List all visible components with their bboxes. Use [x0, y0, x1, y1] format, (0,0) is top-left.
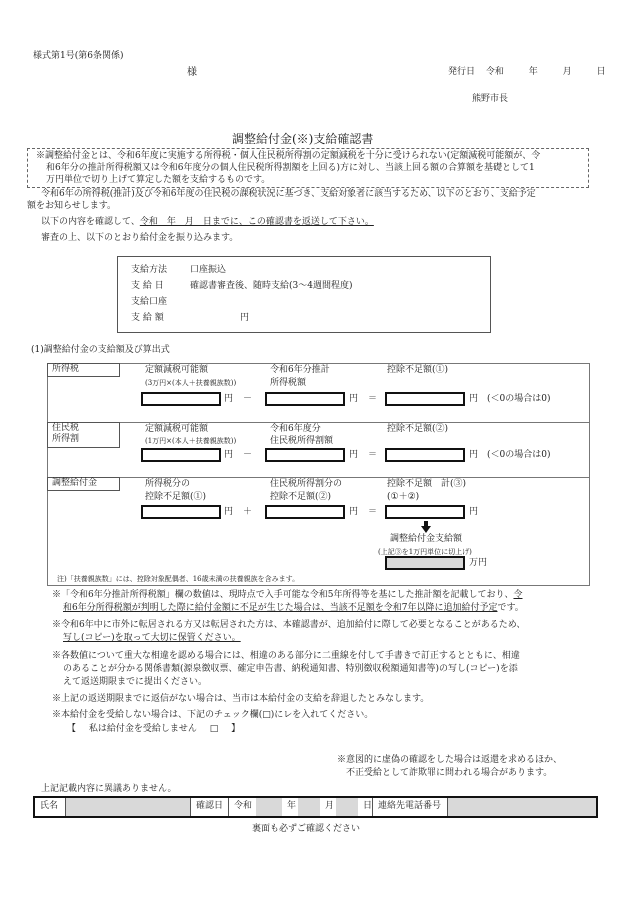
- resident-tax-col1-title: 定額減税可能額: [145, 424, 209, 434]
- adjustment-col1-title: 所得税分の: [145, 479, 191, 489]
- man-yen-unit: 万円: [469, 558, 488, 568]
- equals-sign: ＝: [368, 394, 378, 404]
- income-tax-estimate-input[interactable]: [265, 392, 345, 406]
- payment-method-value: 口座振込: [190, 265, 227, 275]
- resident-tax-col3-title: 控除不足額(②): [387, 424, 449, 434]
- note-discrepancy-cont: のあることが分かる関係書類(源泉徴収票、確定申告書、納税通知書、特別徴収税額通知書等)の写し(コピー)を添: [63, 664, 518, 674]
- payment-method-label: 支給方法: [131, 265, 168, 275]
- confirm-date-label: 確認日: [190, 798, 228, 816]
- payment-amount-value: 円: [240, 313, 250, 323]
- issue-date-year[interactable]: 年: [528, 67, 538, 77]
- payment-date-label: 支 給 日: [131, 281, 164, 291]
- issuer: 熊野市長: [472, 94, 509, 104]
- review-text: 審査の上、以下のとおり給付金を振り込みます。: [41, 233, 239, 243]
- yen-unit: 円: [349, 507, 359, 517]
- calc-section-title: (1)調整給付金の支給額及び算出式: [31, 345, 170, 355]
- issue-date-month[interactable]: 月: [562, 67, 572, 77]
- intro-line: 令和6年の所得税(推計)及び令和6年度の住民税の課税状況に基づき、支給対象者に該当するため、以下のとおり、支給予定: [41, 189, 536, 199]
- total-shortfall-input[interactable]: [385, 505, 465, 519]
- income-tax-deduction-input[interactable]: [141, 392, 221, 406]
- income-tax-col2-sub: 所得税額: [270, 378, 307, 388]
- phone-label: 連絡先電話番号: [372, 798, 447, 816]
- confirm-date-era: 令和: [228, 798, 256, 816]
- resident-tax-deduction-input[interactable]: [141, 448, 221, 462]
- row-divider: [47, 422, 589, 423]
- decline-checkbox[interactable]: □: [209, 724, 219, 734]
- yen-unit: 円: [224, 394, 234, 404]
- deadline-text: 令和 年 月 日までに、この確認書を返送して下さい。: [139, 217, 374, 227]
- note-relocation: ※令和6年中に市外に転居される方又は転居された方は、本確認書が、追加給付に際して必要となることがあるため、: [52, 620, 526, 630]
- adjustment-payment-amount-input[interactable]: [385, 556, 465, 570]
- adjustment-col2-sub: 控除不足額(②): [270, 492, 332, 502]
- note-no-reply: ※上記の返送期限までに返信がない場合は、当市は本給付金の支給を辞退したとみなします。: [52, 694, 430, 704]
- yen-unit: 円: [469, 507, 479, 517]
- adjustment-header: 調整給付金: [47, 477, 120, 491]
- footer-note: 裏面も必ずご確認ください: [252, 824, 361, 834]
- yen-unit: 円: [224, 450, 234, 460]
- issue-date: [448, 67, 606, 78]
- equals-sign: ＝: [368, 450, 378, 460]
- calc-footnote: 注)「扶養親族数」には、控除対象配偶者、16歳未満の扶養親族を含みます。: [57, 575, 300, 583]
- note-estimate: ※「令和6年分推計所得税額」欄の数値は、現時点で入手可能な令和5年所得等を基にした推計額を記載しており、令: [52, 590, 523, 600]
- minus-sign: －: [243, 394, 253, 404]
- yen-unit: 円: [469, 394, 479, 404]
- income-tax-header: 所得税: [47, 363, 120, 377]
- yen-unit: 円: [224, 507, 234, 517]
- issue-date-day[interactable]: 日: [596, 67, 606, 77]
- resident-tax-col2-title: 令和6年度分: [270, 424, 321, 434]
- plus-sign: ＋: [243, 507, 253, 517]
- adjustment-result-sub: (上記③を1万円単位に切上げ): [378, 548, 472, 556]
- note-relocation-cont: 写し(コピー)を取って大切に保管ください。: [63, 633, 241, 643]
- note-line: 和6年分の推計所得税額又は令和6年度分の個人住民税所得割額を上回る)方に対し、当該上回る額の合算額を基礎として1: [46, 163, 535, 173]
- income-tax-col2-title: 令和6年分推計: [270, 365, 330, 375]
- yen-unit: 円: [349, 394, 359, 404]
- name-label: 氏名: [40, 801, 59, 812]
- note-discrepancy: ※各数値について重大な相違を認める場合には、相違のある部分に二重線を付して手書きで訂正するとともに、相違: [52, 651, 520, 661]
- adjustment-result-title: 調整給付金支給額: [390, 534, 463, 544]
- definition-note-box: [27, 148, 589, 188]
- adjustment-col3-sub: (①＋②): [387, 492, 420, 502]
- payment-amount-label: 支 給 額: [131, 313, 164, 323]
- minus-sign: －: [243, 450, 253, 460]
- no-objection-text: 上記記載内容に異議ありません。: [41, 784, 177, 794]
- resident-tax-header: 住民税 所得割: [47, 422, 120, 448]
- note-line: ※調整給付金とは、令和6年度に実施する所得税・個人住民税所得割の定額減税を十分に受けられない(定額減税可能額が、令: [36, 151, 541, 161]
- issue-date-label: 発行日: [448, 67, 476, 77]
- adjustment-resident-shortfall-input[interactable]: [265, 505, 345, 519]
- nonneg-note: (＜0の場合は0): [487, 394, 551, 404]
- decline-statement: 【 私は給付金を受給しません □ 】: [67, 724, 241, 734]
- intro-line: 額をお知らせします。: [27, 201, 117, 211]
- confirm-year-field[interactable]: [256, 798, 282, 816]
- arrow-down-icon: [421, 521, 431, 533]
- equals-sign: ＝: [368, 507, 378, 517]
- income-tax-col1-sub: (3万円×(本人＋扶養親族数)): [145, 379, 237, 387]
- income-tax-col3-title: 控除不足額(①): [387, 365, 449, 375]
- month-unit: 月: [325, 801, 335, 812]
- note-line: 万円単位で切り上げて算定した額を支給するものです。: [46, 175, 271, 185]
- resident-tax-amount-input[interactable]: [265, 448, 345, 462]
- yen-unit: 円: [469, 450, 479, 460]
- row-divider: [47, 477, 589, 478]
- form-number: 様式第1号(第6条関係): [33, 51, 124, 61]
- warning-line: ※意図的に虚偽の確認をした場合は返還を求めるほか、: [337, 755, 563, 765]
- adjustment-col3-title: 控除不足額 計(③): [387, 479, 467, 489]
- payment-date-value: 確認書審査後、随時支給(3～4週間程度): [190, 281, 353, 291]
- signature-table: [33, 796, 598, 818]
- note-decline: ※本給付金を受給しない場合は、下記のチェック欄(□)にレを入れてください。: [52, 710, 374, 720]
- yen-unit: 円: [349, 450, 359, 460]
- payment-account-label: 支給口座: [131, 297, 168, 307]
- confirm-month-field[interactable]: [298, 798, 320, 816]
- note-discrepancy-cont: えて返送期限までに提出ください。: [63, 677, 208, 687]
- issue-date-era: 令和: [485, 67, 504, 77]
- year-unit: 年: [287, 801, 297, 812]
- nonneg-note: (＜0の場合は0): [487, 450, 551, 460]
- confirm-day-field[interactable]: [336, 798, 358, 816]
- resident-tax-shortfall-input[interactable]: [385, 448, 465, 462]
- day-unit: 日: [363, 801, 373, 812]
- adjustment-income-shortfall-input[interactable]: [141, 505, 221, 519]
- name-field[interactable]: [65, 798, 190, 816]
- recipient-suffix: 様: [187, 67, 197, 78]
- payment-info-box: [117, 256, 491, 333]
- adjustment-col2-title: 住民税所得割分の: [270, 479, 343, 489]
- resident-tax-col1-sub: (1万円×(本人＋扶養親族数)): [145, 437, 237, 445]
- warning-line: 不正受給として詐欺罪に問われる場合があります。: [346, 768, 553, 778]
- phone-field[interactable]: [447, 798, 596, 816]
- income-tax-col1-title: 定額減税可能額: [145, 365, 209, 375]
- income-tax-shortfall-input[interactable]: [385, 392, 465, 406]
- note-estimate-cont: 和6年分所得税額が判明した際に給付金額に不足が生じた場合は、当該不足額を令和7年以降に追加給付予定です。: [63, 603, 524, 613]
- return-deadline: 以下の内容を確認して、令和 年 月 日までに、この確認書を返送して下さい。: [41, 217, 374, 227]
- document-title: 調整給付金(※)支給確認書: [232, 132, 374, 146]
- adjustment-col1-sub: 控除不足額(①): [145, 492, 207, 502]
- resident-tax-col2-sub: 住民税所得割額: [270, 436, 334, 446]
